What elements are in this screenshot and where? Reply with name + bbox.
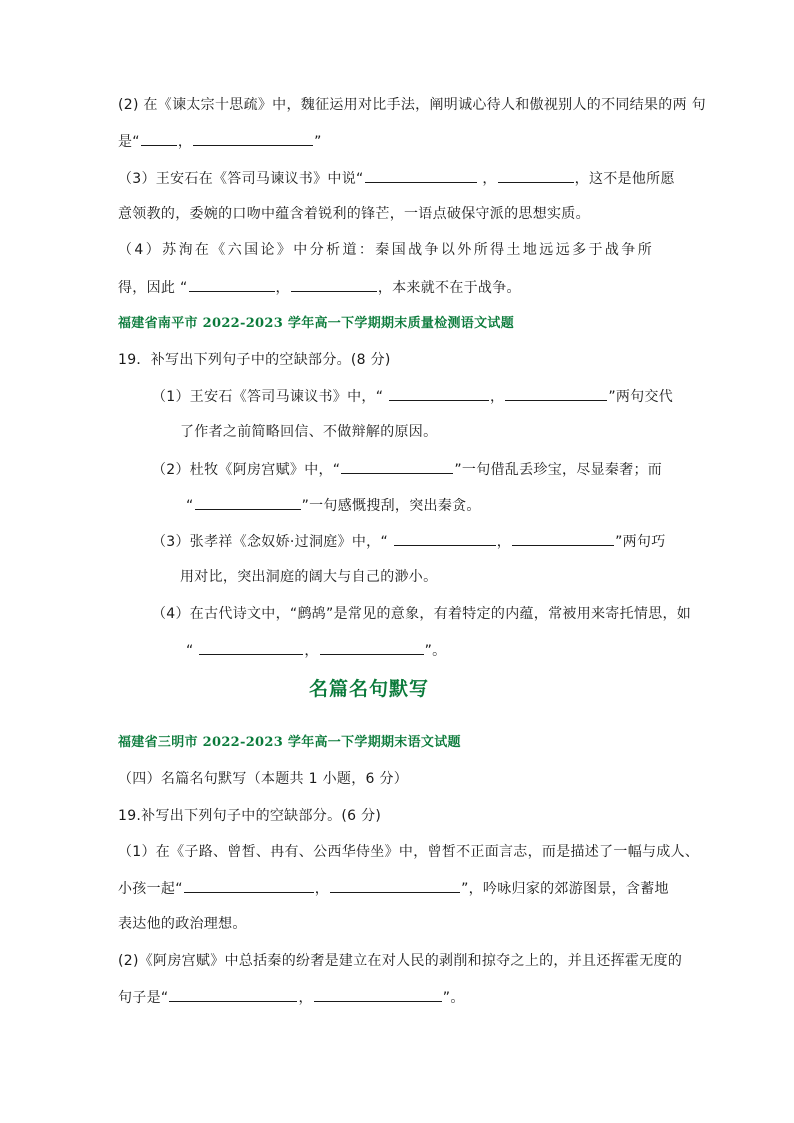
section-label: （四）名篇名句默写（本题共 1 小题，6 分）	[118, 771, 409, 787]
s2-q3-line2: 用对比，突出洞庭的阔大与自己的渺小。	[180, 569, 438, 585]
s2-q4-line2: “ ， ”。	[186, 640, 446, 661]
question-stem: 19．补写出下列句子中的空缺部分。(8 分)	[118, 352, 391, 368]
s3-q1-line1: （1）在《子路、曾皙、冉有、公西华侍坐》中，曾皙不正面言志，而是描述了一幅与成人、	[118, 844, 700, 860]
answer-blank[interactable]	[195, 495, 301, 510]
answer-blank[interactable]	[291, 277, 377, 292]
s1-q4-line2: 得，因此 “ ， ，本来就不在于战争。	[118, 277, 521, 298]
s3-q1-line3: 表达他的政治理想。	[118, 916, 247, 932]
answer-blank[interactable]	[314, 987, 442, 1002]
answer-blank[interactable]	[330, 878, 460, 893]
answer-blank[interactable]	[505, 386, 607, 401]
s1-q4-line1: （4）苏洵在《六国论》中分析道：秦国战争以外所得土地远远多于战争所	[118, 242, 655, 258]
answer-blank[interactable]	[341, 459, 453, 474]
answer-blank[interactable]	[320, 640, 424, 655]
answer-blank[interactable]	[193, 131, 313, 146]
source-title: 福建省三明市 2022-2023 学年高一下学期期末语文试题	[118, 735, 461, 750]
s1-q2-line1: (2) 在《谏太宗十思疏》中，魏征运用对比手法，阐明诚心待人和傲视别人的不同结果的两 句	[118, 97, 706, 113]
s1-q3-line1: （3）王安石在《答司马谏议书》中说“ ， ，这不是他所愿	[118, 168, 675, 189]
answer-blank[interactable]	[141, 131, 177, 146]
s1-q3-line2: 意领教的，委婉的口吻中蕴含着锐利的锋芒，一语点破保守派的思想实质。	[118, 206, 590, 222]
s3-q2-line2: 句子是“ ， ”。	[118, 987, 465, 1008]
s2-q2-line1: （2）杜牧《阿房宫赋》中，“ ”一句借乱丢珍宝，尽显秦奢；而	[152, 459, 662, 480]
answer-blank[interactable]	[498, 168, 574, 183]
answer-blank[interactable]	[184, 878, 314, 893]
answer-blank[interactable]	[394, 531, 496, 546]
source-title: 福建省南平市 2022-2023 学年高一下学期期末质量检测语文试题	[118, 316, 515, 331]
answer-blank[interactable]	[169, 987, 297, 1002]
s2-q2-line2: “ ”一句感慨搜刮，突出秦贪。	[186, 495, 481, 516]
s2-q1-line1: （1）王安石《答司马谏议书》中，“ ， ”两句交代	[152, 386, 673, 407]
answer-blank[interactable]	[189, 277, 275, 292]
s2-q3-line1: （3）张孝祥《念奴娇·过洞庭》中，“ ， ”两句巧	[152, 531, 666, 552]
question-stem: 19.补写出下列句子中的空缺部分。(6 分)	[118, 808, 382, 824]
answer-blank[interactable]	[365, 168, 477, 183]
s2-q1-line2: 了作者之前简略回信、不做辩解的原因。	[180, 424, 438, 440]
section-heading: 名篇名句默写	[309, 678, 430, 700]
s3-q1-line2: 小孩一起“ ， ”，吟咏归家的郊游图景，含蓄地	[118, 878, 669, 899]
s2-q4-line1: （4）在古代诗文中，“鹧鸪”是常见的意象，有着特定的内蕴，常被用来寄托情思，如	[152, 606, 692, 622]
answer-blank[interactable]	[389, 386, 489, 401]
s3-q2-line1: (2)《阿房宫赋》中总括秦的纷奢是建立在对人民的剥削和掠夺之上的，并且还挥霍无度的	[118, 953, 683, 969]
s1-q2-line2: 是“ ， ”	[118, 131, 322, 152]
answer-blank[interactable]	[512, 531, 614, 546]
answer-blank[interactable]	[199, 640, 303, 655]
